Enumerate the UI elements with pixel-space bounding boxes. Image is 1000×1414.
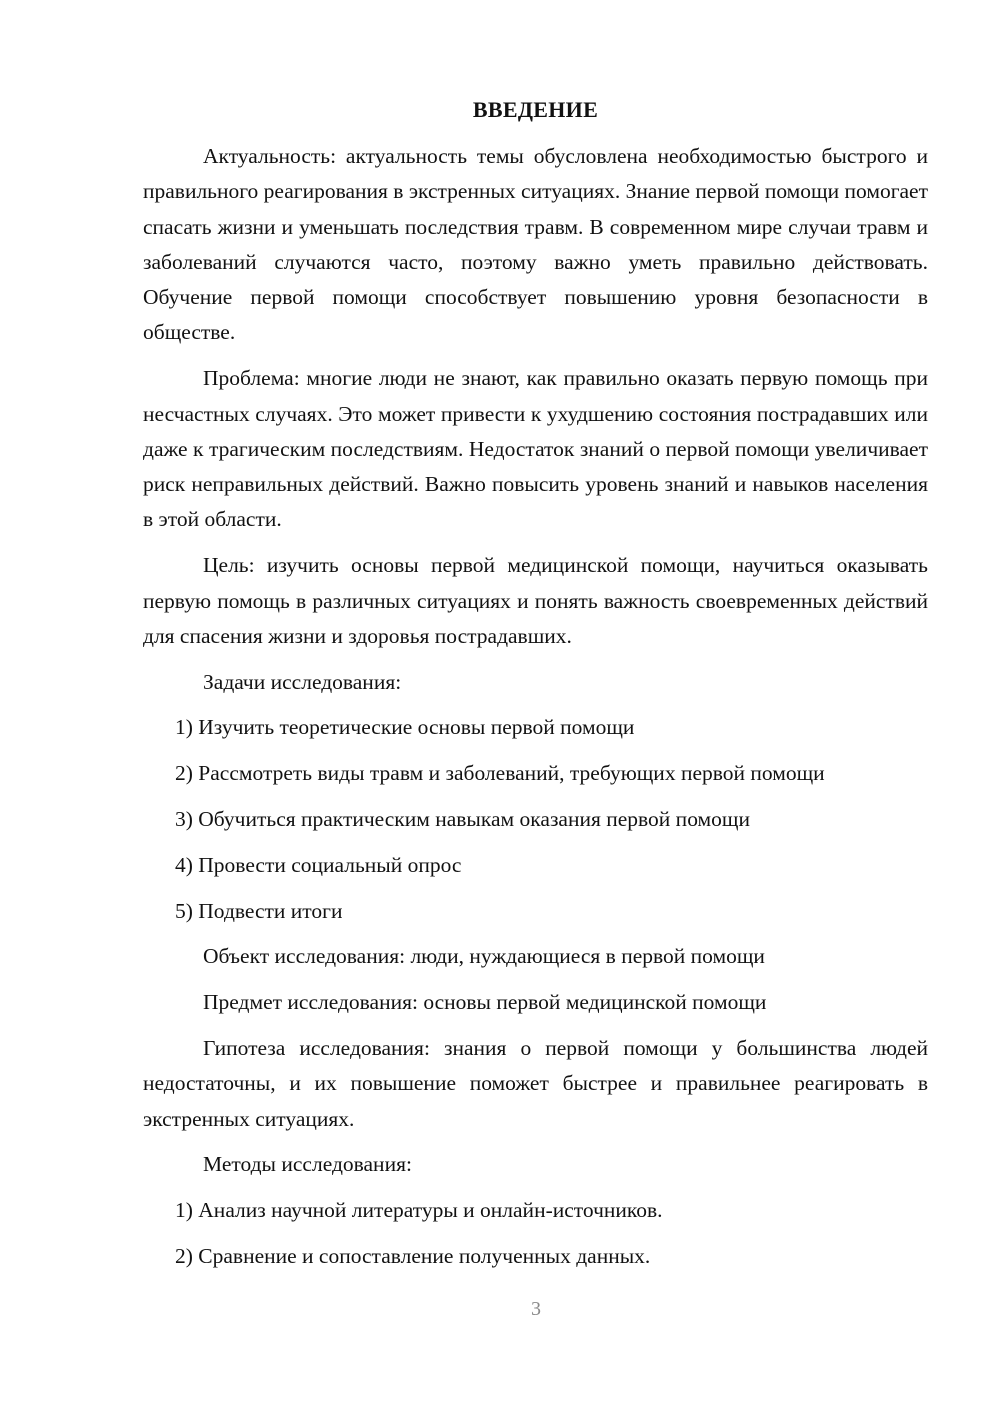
method-item-1: 1) Анализ научной литературы и онлайн-источников. [175,1198,663,1223]
hypothesis-paragraph: Гипотеза исследования: знания о первой помощи у большинства людей недостаточны, и их повышение поможет быстрее и правильнее реагировать в экстренных ситуациях. [143,1036,928,1131]
relevance-paragraph: Актуальность: актуальность темы обусловлена необходимостью быстрого и правильного реагирования в экстренных ситуациях. Знание первой помощи помогает спасать жизни и уменьшать последствия травм. В современном мире случаи травм и заболеваний случаются часто, поэтому важно уметь правильно действовать. Обучение первой помощи способствует повышению уровня безопасности в обществе. [143,144,928,345]
task-item-1: 1) Изучить теоретические основы первой помощи [175,715,635,740]
document-page [143,95,928,1285]
problem-paragraph: Проблема: многие люди не знают, как правильно оказать первую помощь при несчастных случаях. Это может привести к ухудшению состояния пострадавших или даже к трагическим последствиям. Недостаток знаний о первой помощи увеличивает риск неправильных действий. Важно повысить уровень знаний и навыков населения в этой области. [143,366,928,532]
research-object: Объект исследования: люди, нуждающиеся в первой помощи [203,944,765,969]
task-item-5: 5) Подвести итоги [175,898,343,923]
research-subject: Предмет исследования: основы первой медицинской помощи [203,990,767,1015]
task-item-4: 4) Провести социальный опрос [175,852,462,877]
methods-label: Методы исследования: [203,1152,412,1177]
tasks-label: Задачи исследования: [203,669,402,694]
task-item-2: 2) Рассмотреть виды травм и заболеваний, требующих первой помощи [175,761,825,786]
page-number: 3 [531,1298,541,1320]
method-item-2: 2) Сравнение и сопоставление полученных данных. [175,1244,651,1269]
page-title: ВВЕДЕНИЕ [472,97,599,122]
task-item-3: 3) Обучиться практическим навыкам оказания первой помощи [175,807,750,832]
goal-paragraph: Цель: изучить основы первой медицинской помощи, научиться оказывать первую помощь в различных ситуациях и понять важность своевременных действий для спасения жизни и здоровья пострадавших. [143,553,928,648]
